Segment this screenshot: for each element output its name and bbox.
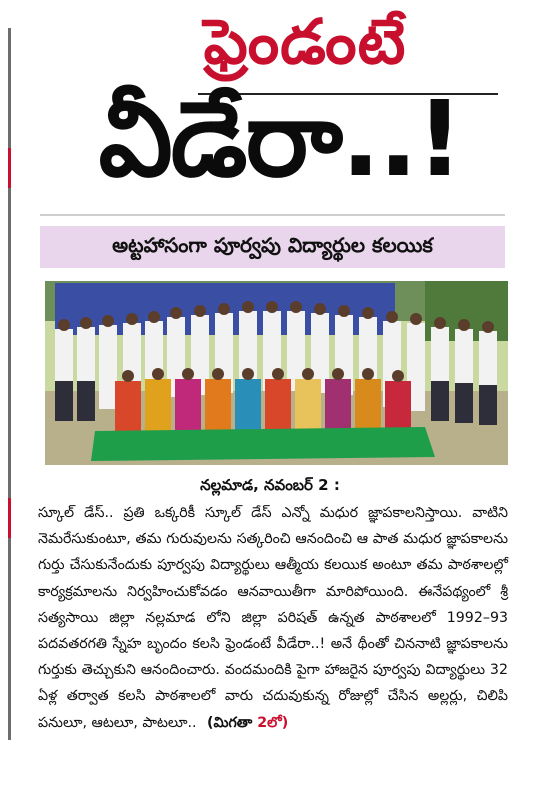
- article-paragraph: స్కూల్ డేస్.. ప్రతి ఒక్కరికీ స్కూల్ డేస్ ఎన్నో మధుర జ్ఞాపకాలనిస్తాయి. వాటిని నెమరేసుకుంటూ, తమ గురువులను సత్కరించి ఆనందించి ఆ పాత మధుర జ్ఞాపకాలను గుర్తు చేసుకునేందుకు పూర్వపు విద్యార్థులు ఆత్మీయ కలయిక అంటూ తమ పాఠశాలల్లో కార్యక్రమాలను నిర్వహించుకోవడం ఆనవాయితీగా మారిపోయింది. ఈనేపథ్యంలో శ్రీ సత్యసాయి జిల్లా నల్లమాడ లోని జిల్లా పరిషత్ ఉన్నత పాఠశాలలో 1992–93 పదవతరగతి స్నేహ బృందం కలసి ఫ్రెండంటే వీడేరా..! అనే థీంతో చిననాటి జ్ఞాపకాలను గుర్తుకు తెచ్చుకుని ఆనందించారు. వందమందికి పైగా హాజరైన పూర్వపు విద్యార్థులు 32 ఏళ్ల తర్వాత కలసి పాఠశాలలో వారు చదువుకున్న రోజుల్లో చేసిన అల్లర్లు, చిలిపి పనులూ, ఆటలూ, పాటలూ..: [38, 505, 508, 731]
- kicker-title: ఫ్రెండంటే: [203, 5, 407, 78]
- continued-reference: [207, 710, 288, 736]
- subheading: అట్టహాసంగా పూర్వపు విద్యార్థుల కలయిక: [112, 232, 433, 257]
- column-divider: [8, 28, 11, 740]
- article-body: [38, 500, 508, 736]
- dateline: నల్లమాడ, నవంబర్ 2 :: [200, 476, 340, 494]
- group-photo: [45, 281, 508, 465]
- subheading-band: [40, 226, 505, 268]
- headline: వీడేరా..!: [98, 78, 462, 200]
- continued-page: 2లో): [257, 714, 289, 731]
- headline-divider: [40, 214, 505, 216]
- continued-label: (మిగతా: [207, 714, 253, 731]
